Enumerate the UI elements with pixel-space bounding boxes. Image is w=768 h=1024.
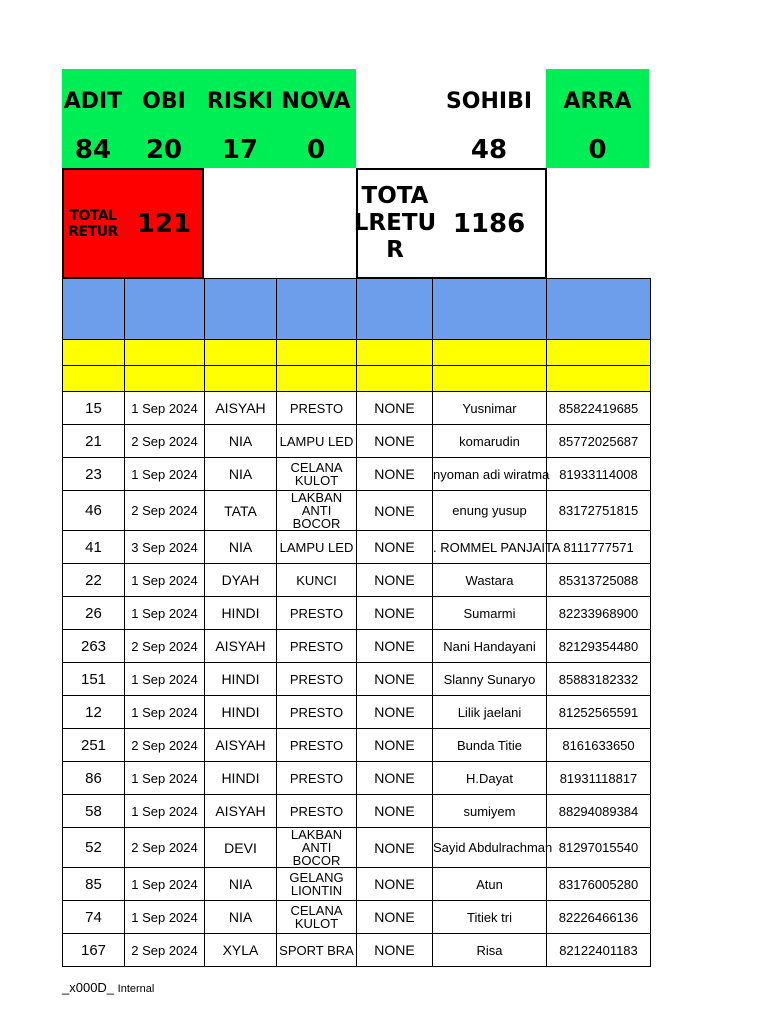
yellow-cell <box>357 366 433 392</box>
cell-staff: HINDI <box>205 663 277 696</box>
cell-phone: 85313725088 <box>547 564 651 597</box>
cell-id: 46 <box>63 491 125 531</box>
footer-label <box>62 980 154 995</box>
cell-staff: AISYAH <box>205 392 277 425</box>
cell-staff: HINDI <box>205 762 277 795</box>
cell-date: 1 Sep 2024 <box>125 458 205 491</box>
cell-date: 1 Sep 2024 <box>125 762 205 795</box>
table-row <box>63 392 651 425</box>
cell-id: 41 <box>63 531 125 564</box>
cell-id: 251 <box>63 729 125 762</box>
table-row <box>63 597 651 630</box>
cell-id: 263 <box>63 630 125 663</box>
cell-staff: NIA <box>205 425 277 458</box>
cell-phone: 82129354480 <box>547 630 651 663</box>
header-cell <box>547 279 651 340</box>
cell-id: 23 <box>63 458 125 491</box>
table-row <box>63 425 651 458</box>
cell-phone: 85822419685 <box>547 392 651 425</box>
table-row <box>63 696 651 729</box>
cell-date: 2 Sep 2024 <box>125 934 205 967</box>
header-cell <box>63 279 125 340</box>
summary-name-arra: ARRA <box>563 88 632 114</box>
table-row <box>63 531 651 564</box>
total-retur-label: TOTAL RETUR <box>68 207 118 240</box>
cell-item: GELANG LIONTIN <box>277 868 357 901</box>
cell-date: 1 Sep 2024 <box>125 696 205 729</box>
total-retur-value: 121 <box>136 208 192 239</box>
cell-customer: Atun <box>433 868 547 901</box>
cell-status: NONE <box>357 729 433 762</box>
cell-status: NONE <box>357 491 433 531</box>
cell-item: PRESTO <box>277 663 357 696</box>
cell-item: PRESTO <box>277 696 357 729</box>
cell-customer: sumiyem <box>433 795 547 828</box>
cell-status: NONE <box>357 663 433 696</box>
yellow-row <box>63 340 651 366</box>
yellow-cell <box>125 340 205 366</box>
cell-date: 1 Sep 2024 <box>125 597 205 630</box>
cell-staff: AISYAH <box>205 630 277 663</box>
cell-status: NONE <box>357 934 433 967</box>
cell-status: NONE <box>357 597 433 630</box>
cell-phone: 88294089384 <box>547 795 651 828</box>
cell-phone: 81933114008 <box>547 458 651 491</box>
total-lretur-value: 1186 <box>452 208 526 239</box>
cell-item: KUNCI <box>277 564 357 597</box>
yellow-cell <box>63 366 125 392</box>
cell-phone: 85772025687 <box>547 425 651 458</box>
cell-date: 1 Sep 2024 <box>125 868 205 901</box>
table-row <box>63 458 651 491</box>
cell-item: LAMPU LED <box>277 531 357 564</box>
cell-status: NONE <box>357 564 433 597</box>
cell-staff: AISYAH <box>205 729 277 762</box>
cell-staff: NIA <box>205 868 277 901</box>
cell-id: 58 <box>63 795 125 828</box>
summary-name-adit: ADIT <box>63 88 123 114</box>
cell-phone: 81252565591 <box>547 696 651 729</box>
cell-status: NONE <box>357 795 433 828</box>
table-row <box>63 491 651 531</box>
cell-staff: TATA <box>205 491 277 531</box>
table-row <box>63 564 651 597</box>
cell-staff: DEVI <box>205 828 277 868</box>
cell-item: PRESTO <box>277 630 357 663</box>
total-lretur-label: TOTA LRETU R <box>353 183 437 263</box>
cell-date: 1 Sep 2024 <box>125 564 205 597</box>
cell-id: 167 <box>63 934 125 967</box>
cell-item: SPORT BRA <box>277 934 357 967</box>
cell-item: LAMPU LED <box>277 425 357 458</box>
yellow-cell <box>547 340 651 366</box>
cell-customer: Titiek tri <box>433 901 547 934</box>
cell-status: NONE <box>357 901 433 934</box>
cell-staff: NIA <box>205 458 277 491</box>
cell-date: 1 Sep 2024 <box>125 392 205 425</box>
cell-date: 3 Sep 2024 <box>125 531 205 564</box>
cell-staff: NIA <box>205 901 277 934</box>
cell-item: LAKBAN ANTI BOCOR <box>277 491 357 531</box>
cell-customer: enung yusup <box>433 491 547 531</box>
summary-count-obi: 20 <box>145 135 183 165</box>
header-cell <box>125 279 205 340</box>
cell-staff: XYLA <box>205 934 277 967</box>
cell-date: 2 Sep 2024 <box>125 828 205 868</box>
retur-table <box>62 278 651 967</box>
cell-customer: Yusnimar <box>433 392 547 425</box>
cell-id: 85 <box>63 868 125 901</box>
table-row <box>63 663 651 696</box>
yellow-cell <box>205 340 277 366</box>
cell-staff: NIA <box>205 531 277 564</box>
cell-customer: Slanny Sunaryo <box>433 663 547 696</box>
header-cell <box>433 279 547 340</box>
cell-status: NONE <box>357 630 433 663</box>
cell-staff: DYAH <box>205 564 277 597</box>
cell-status: NONE <box>357 531 433 564</box>
table-row <box>63 828 651 868</box>
summary-count-sohibi: 48 <box>470 135 508 165</box>
cell-staff: HINDI <box>205 696 277 729</box>
footer-internal: Internal <box>117 983 155 995</box>
cell-customer: H.Dayat <box>433 762 547 795</box>
cell-phone: 82233968900 <box>547 597 651 630</box>
cell-status: NONE <box>357 458 433 491</box>
yellow-cell <box>357 340 433 366</box>
cell-item: PRESTO <box>277 795 357 828</box>
cell-id: 52 <box>63 828 125 868</box>
cell-status: NONE <box>357 392 433 425</box>
yellow-cell <box>547 366 651 392</box>
table-row <box>63 762 651 795</box>
cell-phone: 83176005280 <box>547 868 651 901</box>
cell-customer: . ROMMEL PANJAITA <box>433 531 547 564</box>
header-row-blue <box>63 279 651 340</box>
cell-id: 15 <box>63 392 125 425</box>
cell-id: 86 <box>63 762 125 795</box>
summary-name-sohibi: SOHIBI <box>445 88 533 114</box>
yellow-cell <box>433 340 547 366</box>
summary-name-riski: RISKI <box>206 88 274 114</box>
yellow-cell <box>277 340 357 366</box>
yellow-row <box>63 366 651 392</box>
cell-date: 2 Sep 2024 <box>125 425 205 458</box>
cell-staff: AISYAH <box>205 795 277 828</box>
cell-item: CELANA KULOT <box>277 901 357 934</box>
cell-item: PRESTO <box>277 392 357 425</box>
cell-customer: nyoman adi wiratma <box>433 458 547 491</box>
table-row <box>63 630 651 663</box>
cell-phone: 81931118817 <box>547 762 651 795</box>
cell-date: 2 Sep 2024 <box>125 491 205 531</box>
cell-id: 26 <box>63 597 125 630</box>
yellow-cell <box>277 366 357 392</box>
cell-staff: HINDI <box>205 597 277 630</box>
cell-date: 2 Sep 2024 <box>125 630 205 663</box>
cell-status: NONE <box>357 696 433 729</box>
yellow-cell <box>205 366 277 392</box>
cell-id: 12 <box>63 696 125 729</box>
cell-phone: 8111777571 <box>547 531 651 564</box>
cell-customer: Lilik jaelani <box>433 696 547 729</box>
table-row <box>63 795 651 828</box>
yellow-cell <box>433 366 547 392</box>
cell-date: 1 Sep 2024 <box>125 663 205 696</box>
summary-name-obi: OBI <box>142 88 186 114</box>
yellow-cell <box>63 340 125 366</box>
cell-date: 1 Sep 2024 <box>125 901 205 934</box>
header-cell <box>357 279 433 340</box>
cell-customer: Wastara <box>433 564 547 597</box>
cell-item: PRESTO <box>277 762 357 795</box>
cell-id: 74 <box>63 901 125 934</box>
summary-name-nova: NOVA <box>281 88 351 114</box>
cell-phone: 82122401183 <box>547 934 651 967</box>
cell-date: 1 Sep 2024 <box>125 795 205 828</box>
cell-id: 151 <box>63 663 125 696</box>
cell-phone: 85883182332 <box>547 663 651 696</box>
header-cell <box>277 279 357 340</box>
table-row <box>63 901 651 934</box>
cell-phone: 8161633650 <box>547 729 651 762</box>
cell-customer: Risa <box>433 934 547 967</box>
header-cell <box>205 279 277 340</box>
cell-id: 21 <box>63 425 125 458</box>
cell-customer: Nani Handayani <box>433 630 547 663</box>
cell-customer: komarudin <box>433 425 547 458</box>
cell-phone: 82226466136 <box>547 901 651 934</box>
cell-phone: 83172751815 <box>547 491 651 531</box>
cell-item: PRESTO <box>277 597 357 630</box>
summary-count-arra: 0 <box>588 135 607 165</box>
cell-customer: Sayid Abdulrachman <box>433 828 547 868</box>
cell-status: NONE <box>357 762 433 795</box>
cell-id: 22 <box>63 564 125 597</box>
cell-item: CELANA KULOT <box>277 458 357 491</box>
cell-date: 2 Sep 2024 <box>125 729 205 762</box>
table-row <box>63 868 651 901</box>
cell-item: PRESTO <box>277 729 357 762</box>
cell-status: NONE <box>357 828 433 868</box>
yellow-cell <box>125 366 205 392</box>
cell-phone: 81297015540 <box>547 828 651 868</box>
cell-status: NONE <box>357 425 433 458</box>
footer-code: _x000D_ <box>62 980 115 995</box>
summary-count-nova: 0 <box>306 135 326 165</box>
summary-count-riski: 17 <box>221 135 259 165</box>
table-row <box>63 729 651 762</box>
cell-status: NONE <box>357 868 433 901</box>
cell-item: LAKBAN ANTI BOCOR <box>277 828 357 868</box>
summary-count-adit: 84 <box>74 135 112 165</box>
cell-customer: Bunda Titie <box>433 729 547 762</box>
table-row <box>63 934 651 967</box>
cell-customer: Sumarmi <box>433 597 547 630</box>
